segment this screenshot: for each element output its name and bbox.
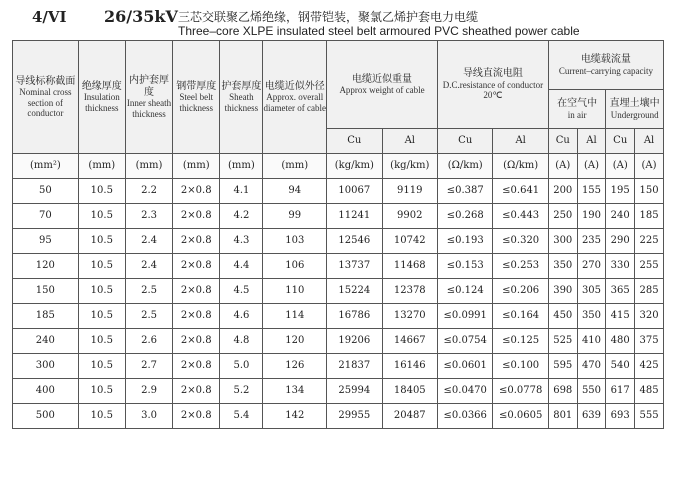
col-insulation-cn: 绝缘厚度 bbox=[81, 80, 122, 92]
table-cell: 2×0.8 bbox=[173, 279, 220, 304]
table-cell: 450 bbox=[548, 304, 577, 329]
table-cell: ≤0.193 bbox=[438, 229, 493, 254]
table-cell: 425 bbox=[635, 354, 664, 379]
col-current-cn: 电缆载流量 bbox=[580, 54, 631, 66]
table-cell: 110 bbox=[263, 279, 327, 304]
table-cell: ≤0.164 bbox=[493, 304, 548, 329]
table-cell: 525 bbox=[548, 329, 577, 354]
table-cell: 155 bbox=[577, 179, 606, 204]
table-cell: 10.5 bbox=[78, 404, 125, 429]
col-steel-belt-en: Steel belt thickness bbox=[179, 92, 214, 113]
table-cell: 2×0.8 bbox=[173, 179, 220, 204]
col-resistance-header bbox=[438, 41, 549, 129]
table-cell: 350 bbox=[548, 254, 577, 279]
table-cell: 13737 bbox=[327, 254, 382, 279]
table-cell: 126 bbox=[263, 354, 327, 379]
table-cell: 2×0.8 bbox=[173, 204, 220, 229]
table-cell: 14667 bbox=[382, 329, 437, 354]
col-air-cn: 在空气中 bbox=[557, 98, 598, 110]
table-cell: 250 bbox=[548, 204, 577, 229]
table-cell: 2.5 bbox=[125, 304, 172, 329]
unit-cell: (mm) bbox=[125, 154, 172, 179]
table-cell: 400 bbox=[13, 379, 79, 404]
table-cell: 21837 bbox=[327, 354, 382, 379]
table-row bbox=[13, 254, 664, 279]
table-cell: ≤0.253 bbox=[493, 254, 548, 279]
col-section-cn: 导线标称截面 bbox=[15, 75, 76, 87]
col-diameter-header bbox=[263, 41, 327, 154]
table-row bbox=[13, 404, 664, 429]
col-weight-en: Approx weight of cable bbox=[339, 85, 425, 96]
table-cell: 305 bbox=[577, 279, 606, 304]
units-row bbox=[13, 154, 664, 179]
unit-cell: (mm) bbox=[173, 154, 220, 179]
table-cell: 10.5 bbox=[78, 304, 125, 329]
unit-cell: (mm) bbox=[78, 154, 125, 179]
col-current-air-header bbox=[548, 90, 605, 129]
table-cell: 320 bbox=[635, 304, 664, 329]
table-cell: 285 bbox=[635, 279, 664, 304]
table-cell: 190 bbox=[577, 204, 606, 229]
col-resistance-en: D.C.resistance of conductor 20℃ bbox=[442, 79, 544, 101]
col-air-cu: Cu bbox=[548, 129, 577, 154]
table-cell: 2.3 bbox=[125, 204, 172, 229]
table-cell: 350 bbox=[577, 304, 606, 329]
table-cell: 99 bbox=[263, 204, 327, 229]
table-cell: 270 bbox=[577, 254, 606, 279]
table-cell: 2.4 bbox=[125, 254, 172, 279]
table-cell: 103 bbox=[263, 229, 327, 254]
unit-cell: (mm) bbox=[263, 154, 327, 179]
table-cell: ≤0.0470 bbox=[438, 379, 493, 404]
col-current-en: Current–carrying capacity bbox=[558, 65, 654, 76]
col-diameter-cn: 电缆近似外径 bbox=[264, 80, 325, 92]
col-weight-cn: 电缆近似重量 bbox=[352, 73, 413, 85]
col-steel-belt-cn: 钢带厚度 bbox=[176, 80, 217, 92]
col-diameter-en: Approx. overall diameter of cable bbox=[263, 92, 327, 113]
table-cell: 2.4 bbox=[125, 229, 172, 254]
table-cell: 415 bbox=[606, 304, 635, 329]
table-cell: 2×0.8 bbox=[173, 354, 220, 379]
unit-cell: (A) bbox=[577, 154, 606, 179]
table-cell: 120 bbox=[13, 254, 79, 279]
col-air-en: in air bbox=[567, 109, 587, 120]
col-weight-cu: Cu bbox=[327, 129, 382, 154]
table-cell: 25994 bbox=[327, 379, 382, 404]
col-ground-cn: 直埋土壤中 bbox=[609, 98, 660, 110]
table-cell: 70 bbox=[13, 204, 79, 229]
unit-cell: (mm) bbox=[220, 154, 263, 179]
table-cell: 693 bbox=[606, 404, 635, 429]
table-cell: 19206 bbox=[327, 329, 382, 354]
table-cell: 470 bbox=[577, 354, 606, 379]
col-ground-en: Underground bbox=[610, 109, 659, 120]
table-cell: 540 bbox=[606, 354, 635, 379]
table-cell: ≤0.0991 bbox=[438, 304, 493, 329]
table-cell: 550 bbox=[577, 379, 606, 404]
col-air-al: Al bbox=[577, 129, 606, 154]
table-cell: ≤0.0366 bbox=[438, 404, 493, 429]
table-cell: 120 bbox=[263, 329, 327, 354]
table-cell: ≤0.387 bbox=[438, 179, 493, 204]
table-cell: 595 bbox=[548, 354, 577, 379]
table-cell: 410 bbox=[577, 329, 606, 354]
table-cell: 390 bbox=[548, 279, 577, 304]
table-cell: 225 bbox=[635, 229, 664, 254]
table-cell: 4.2 bbox=[220, 204, 263, 229]
table-cell: ≤0.641 bbox=[493, 179, 548, 204]
table-cell: 10.5 bbox=[78, 179, 125, 204]
table-cell: ≤0.268 bbox=[438, 204, 493, 229]
table-cell: 11468 bbox=[382, 254, 437, 279]
table-cell: 11241 bbox=[327, 204, 382, 229]
table-cell: 5.2 bbox=[220, 379, 263, 404]
unit-cell: (kg/km) bbox=[327, 154, 382, 179]
table-cell: 2×0.8 bbox=[173, 229, 220, 254]
table-cell: 375 bbox=[635, 329, 664, 354]
table-cell: 240 bbox=[606, 204, 635, 229]
table-cell: 9119 bbox=[382, 179, 437, 204]
table-cell: 200 bbox=[548, 179, 577, 204]
table-cell: 10067 bbox=[327, 179, 382, 204]
table-cell: 29955 bbox=[327, 404, 382, 429]
table-cell: 2×0.8 bbox=[173, 404, 220, 429]
table-cell: 195 bbox=[606, 179, 635, 204]
table-cell: 10.5 bbox=[78, 204, 125, 229]
table-body bbox=[13, 179, 664, 429]
table-cell: 4.5 bbox=[220, 279, 263, 304]
col-resistance-cu: Cu bbox=[438, 129, 493, 154]
unit-cell: (A) bbox=[548, 154, 577, 179]
table-cell: 20487 bbox=[382, 404, 437, 429]
table-cell: 185 bbox=[13, 304, 79, 329]
table-cell: 617 bbox=[606, 379, 635, 404]
table-row bbox=[13, 279, 664, 304]
table-cell: ≤0.124 bbox=[438, 279, 493, 304]
table-cell: 10.5 bbox=[78, 279, 125, 304]
table-cell: ≤0.100 bbox=[493, 354, 548, 379]
table-cell: 330 bbox=[606, 254, 635, 279]
unit-cell: (kg/km) bbox=[382, 154, 437, 179]
table-cell: 10.5 bbox=[78, 254, 125, 279]
table-cell: 12546 bbox=[327, 229, 382, 254]
table-cell: 15224 bbox=[327, 279, 382, 304]
table-cell: 4.8 bbox=[220, 329, 263, 354]
col-steel-belt-header bbox=[173, 41, 220, 154]
table-cell: 2.5 bbox=[125, 279, 172, 304]
col-sheath-cn: 护套厚度 bbox=[221, 80, 262, 92]
table-cell: ≤0.0754 bbox=[438, 329, 493, 354]
table-cell: 10.5 bbox=[78, 379, 125, 404]
table-cell: 290 bbox=[606, 229, 635, 254]
table-cell: ≤0.443 bbox=[493, 204, 548, 229]
table-cell: ≤0.125 bbox=[493, 329, 548, 354]
table-cell: ≤0.0601 bbox=[438, 354, 493, 379]
table-cell: ≤0.153 bbox=[438, 254, 493, 279]
table-cell: 50 bbox=[13, 179, 79, 204]
table-cell: 2.6 bbox=[125, 329, 172, 354]
page-header bbox=[16, 6, 676, 40]
title-english: Three–core XLPE insulated steel belt armoured PVC sheathed power cable bbox=[178, 24, 580, 38]
table-cell: 2×0.8 bbox=[173, 379, 220, 404]
unit-cell: (A) bbox=[635, 154, 664, 179]
table-cell: 2×0.8 bbox=[173, 329, 220, 354]
table-cell: 134 bbox=[263, 379, 327, 404]
table-cell: 4.1 bbox=[220, 179, 263, 204]
table-cell: 300 bbox=[548, 229, 577, 254]
table-cell: 114 bbox=[263, 304, 327, 329]
table-cell: 5.0 bbox=[220, 354, 263, 379]
col-resistance-cn: 导线直流电阻 bbox=[462, 68, 523, 80]
col-section-en: Nominal cross section of conductor bbox=[19, 87, 72, 118]
table-cell: 4.4 bbox=[220, 254, 263, 279]
table-row bbox=[13, 229, 664, 254]
table-cell: 18405 bbox=[382, 379, 437, 404]
table-cell: 95 bbox=[13, 229, 79, 254]
table-cell: ≤0.0778 bbox=[493, 379, 548, 404]
col-section-header bbox=[13, 41, 79, 154]
table-cell: 2.2 bbox=[125, 179, 172, 204]
cable-code: 4/VI bbox=[32, 8, 67, 26]
table-cell: 240 bbox=[13, 329, 79, 354]
table-cell: 300 bbox=[13, 354, 79, 379]
table-cell: 9902 bbox=[382, 204, 437, 229]
table-cell: 150 bbox=[13, 279, 79, 304]
col-ground-al: Al bbox=[635, 129, 664, 154]
table-cell: 16146 bbox=[382, 354, 437, 379]
col-weight-header bbox=[327, 41, 438, 129]
table-cell: 2.7 bbox=[125, 354, 172, 379]
table-cell: 150 bbox=[635, 179, 664, 204]
table-row bbox=[13, 304, 664, 329]
col-current-ground-header bbox=[606, 90, 664, 129]
table-cell: 480 bbox=[606, 329, 635, 354]
col-inner-sheath-cn: 内护套厚度 bbox=[129, 75, 170, 98]
table-cell: 2.9 bbox=[125, 379, 172, 404]
table-cell: 698 bbox=[548, 379, 577, 404]
table-cell: 94 bbox=[263, 179, 327, 204]
table-row bbox=[13, 379, 664, 404]
table-cell: 2×0.8 bbox=[173, 254, 220, 279]
table-cell: 4.6 bbox=[220, 304, 263, 329]
col-sheath-en: Sheath thickness bbox=[224, 92, 259, 113]
table-cell: 12378 bbox=[382, 279, 437, 304]
table-cell: 185 bbox=[635, 204, 664, 229]
col-insulation-header bbox=[78, 41, 125, 154]
table-cell: 500 bbox=[13, 404, 79, 429]
table-cell: ≤0.206 bbox=[493, 279, 548, 304]
unit-cell: (Ω/km) bbox=[438, 154, 493, 179]
table-row bbox=[13, 204, 664, 229]
table-cell: ≤0.320 bbox=[493, 229, 548, 254]
table-row bbox=[13, 179, 664, 204]
title-chinese: 三芯交联聚乙烯绝缘，钢带铠装，聚氯乙烯护套电力电缆 bbox=[178, 10, 479, 24]
table-cell: 10.5 bbox=[78, 329, 125, 354]
col-ground-cu: Cu bbox=[606, 129, 635, 154]
table-cell: 10.5 bbox=[78, 354, 125, 379]
table-cell: 801 bbox=[548, 404, 577, 429]
cable-spec-table bbox=[12, 40, 664, 429]
table-row bbox=[13, 329, 664, 354]
table-cell: 4.3 bbox=[220, 229, 263, 254]
col-weight-al: Al bbox=[382, 129, 437, 154]
table-cell: ≤0.0605 bbox=[493, 404, 548, 429]
table-cell: 10742 bbox=[382, 229, 437, 254]
unit-cell: (Ω/km) bbox=[493, 154, 548, 179]
unit-cell: (mm²) bbox=[13, 154, 79, 179]
table-cell: 2×0.8 bbox=[173, 304, 220, 329]
col-current-header bbox=[548, 41, 663, 90]
col-insulation-en: Insulation thickness bbox=[83, 92, 120, 113]
table-cell: 16786 bbox=[327, 304, 382, 329]
table-cell: 639 bbox=[577, 404, 606, 429]
table-cell: 106 bbox=[263, 254, 327, 279]
table-cell: 485 bbox=[635, 379, 664, 404]
table-cell: 5.4 bbox=[220, 404, 263, 429]
table-cell: 555 bbox=[635, 404, 664, 429]
col-inner-sheath-header bbox=[125, 41, 172, 154]
table-cell: 142 bbox=[263, 404, 327, 429]
col-inner-sheath-en: Inner sheath thickness bbox=[126, 98, 172, 119]
table-cell: 13270 bbox=[382, 304, 437, 329]
table-cell: 3.0 bbox=[125, 404, 172, 429]
table-cell: 10.5 bbox=[78, 229, 125, 254]
unit-cell: (A) bbox=[606, 154, 635, 179]
col-resistance-al: Al bbox=[493, 129, 548, 154]
table-cell: 365 bbox=[606, 279, 635, 304]
table-cell: 235 bbox=[577, 229, 606, 254]
table-cell: 255 bbox=[635, 254, 664, 279]
voltage-rating: 26/35kV bbox=[104, 7, 178, 26]
col-sheath-header bbox=[220, 41, 263, 154]
table-row bbox=[13, 354, 664, 379]
